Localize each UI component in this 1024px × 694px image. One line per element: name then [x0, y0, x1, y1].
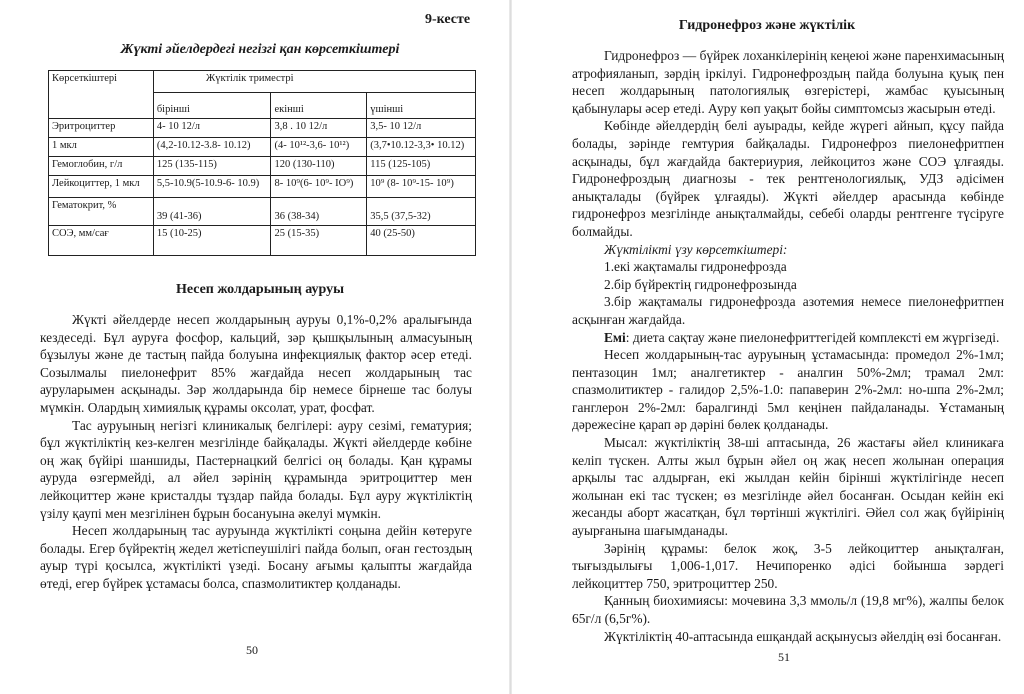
paragraph: Көбінде әйелдердің белі ауырады, кейде жүрегі айнып, құсу пайда болады, зәрінде гемтурия байқалады. Гидронефроз пиелонефритпен асқынады, бұл жағдайда бактериурия, лейкоцитоз және СОЭ ұлғаяды. Гидронефроздың диагнозы - тек рентгенологиялық, УДЗ әдісімен анықталады (бүйрек ұлғаяды). Жүкті әйелдер арасында көбінде гидронефроз мезгілінде анықталмайды, себебі оларды рентгенге түсіруге болмайды.: [572, 118, 1004, 239]
table-header-trimester: Жүктілік триместрі: [153, 71, 475, 93]
paragraph: Гидронефроз — бүйрек лоханкілерінің кеңеюі және паренхимасының атрофияланып, зәрдің іркілуі. Гидронефроздың пайда болуына қуық пен несеп жолдарының патологиялық өзгерістері, жамбас қуысының қабынулары әсер етеді. Ауру көп уақыт бойы симптомсыз жасырын өтеді.: [572, 48, 1004, 116]
section-heading: Несеп жолдарының ауруы: [175, 282, 345, 297]
paragraph: Қанның биохимиясы: мочевина 3,3 ммоль/л (19,8 мг%), жалпы белок 65г/л (6,5г%).: [572, 593, 1004, 626]
right-body-text: [572, 47, 1004, 645]
table-row: [49, 176, 476, 198]
row-label: Гемоглобин, г/л: [49, 157, 154, 176]
cell-trimester-2: 36 (38-34): [271, 198, 367, 226]
table-header-third: үшінші: [367, 93, 476, 119]
table-row: [49, 226, 476, 256]
table-row: [49, 138, 476, 157]
table-row: [49, 119, 476, 138]
cell-trimester-2: 3,8 . 10 12/л: [271, 119, 367, 138]
list-item: 1.екі жақтамалы гидронефрозда: [604, 259, 787, 275]
cell-trimester-1: 15 (10-25): [153, 226, 271, 256]
list-item: 3.бір жақтамалы гидронефрозда азотемия немесе пиелонефритпен асқынған жағдайда.: [572, 294, 1004, 327]
cell-trimester-2: 8- 10⁹(6- 10⁹- IO⁹): [271, 176, 367, 198]
row-label: 1 мкл: [49, 138, 154, 157]
treatment-paragraph: [572, 329, 1004, 347]
treatment-text: : диета сақтау және пиелонефриттегідей комплексті ем жүргізеді.: [625, 329, 1000, 345]
page-number: 50: [246, 643, 258, 657]
table-row: [49, 157, 476, 176]
row-label: Лейкоциттер, 1 мкл: [49, 176, 154, 198]
paragraph: Жүкті әйелдерде несеп жолдарының ауруы 0,1%-0,2% аралығында кездеседі. Бұл ауруға фосфор, кальций, зәр қышқылының алмасуының бұзылуы және де тастың пайда болуына инфекциялық фактор әсер етеді. Созылмалы пиелонефрит 85% жағдайда несеп жолдарының тас ауруларымен асқынады. Зәр жолдарында бір немесе бірнеше тас болуы мүмкін. Олардың химиялық құрамы оксолат, урат, фосфат.: [40, 312, 472, 415]
indications-title: Жүктілікті үзу көрсеткіштері:: [604, 241, 788, 257]
table-row: [49, 198, 476, 226]
cell-trimester-3: (3,7•10.12-3,3• 10.12): [367, 138, 476, 157]
list-item: 2.бір бүйректің гидронефрозында: [604, 276, 797, 292]
cell-trimester-1: 4- 10 12/л: [153, 119, 271, 138]
paragraph: Зәрінің құрамы: белок жоқ, 3-5 лейкоциттер анықталған, тығыздылығы 1,006-1,017. Нечипоренко әдісі бойынша зәрдегі лейкоциттер 750, эритроциттер 250.: [572, 540, 1004, 591]
cell-trimester-1: 5,5-10.9(5-10.9-6- 10.9): [153, 176, 271, 198]
cell-trimester-3: 35,5 (37,5-32): [367, 198, 476, 226]
row-label: Эритроциттер: [49, 119, 154, 138]
paragraph: Жүктіліктің 40-аптасында ешқандай асқынусыз әйелдің өзі босанған.: [604, 628, 1002, 644]
blood-indicators-table: [48, 70, 476, 256]
cell-trimester-3: 3,5- 10 12/л: [367, 119, 476, 138]
row-label: СОЭ, мм/сағ: [49, 226, 154, 256]
left-body-text: [40, 311, 472, 593]
cell-trimester-3: 10⁹ (8- 10⁹-15- 10⁹): [367, 176, 476, 198]
paragraph: Тас ауруының негізгі клиникалық белгілері: ауру сезімі, гематурия; бұл жүктіліктің кез-келген мезгілінде байқалады. Жүкті әйелдерде көбіне оң жақ бүйірі шаншиды, Пастернацкий белгісі оң болады. Қан құрамы ауруда өзгермейді, ал әйел зәрінің құрамында эритроциттер мен лейкоциттер және кристалды тұздар пайда болады. Бұл ауру жүктіліктің үзілу қаупі мен мезгілінен бұрын босануына әкелуі мүмкін.: [40, 417, 472, 521]
table-number: 9-кесте: [425, 12, 471, 27]
paragraph: Мысал: жүктіліктің 38-ші аптасында, 26 жастағы әйел клиникаға келіп түскен. Алты жыл бұрын әйел оң жақ несеп жолынан операция арқылы тас алдырған, екі жылдан кейін бірінші жүктілігінде несеп жолынан екі тас түскен; өз мезгілінде әйел босанған. Осыдан кейін екі жесанды аборт жасатқан, бұл төртінші жүктілігі. Әйел сол жақ бүйірінің ауырғанына шағымданады.: [572, 435, 1004, 539]
table-header-indicators: Көрсеткіштері: [49, 71, 154, 119]
cell-trimester-1: (4,2-10.12-3.8- 10.12): [153, 138, 271, 157]
cell-trimester-1: 125 (135-115): [153, 157, 271, 176]
cell-trimester-1: 39 (41-36): [153, 198, 271, 226]
paragraph: Несеп жолдарының тас ауруында жүктілікті соңына дейін көтеруге болады. Егер бүйректің жедел жетіспеушілігі пайда болып, оған гестоздың ауыр түрі қосылса, жүктілікті үзеді. Босану ағымы қалыпты жағдайда өтеді, егер бүйрек ұстамасы болса, спазмолитиктер қолданады.: [40, 523, 472, 591]
row-label: Гематокрит, %: [49, 198, 154, 226]
table-header-second: екінші: [271, 93, 367, 119]
table-title: Жүкті әйелдердегі негізгі қан көрсеткіштері: [120, 42, 400, 57]
section-heading: Гидронефроз және жүктілік: [678, 18, 856, 33]
table-header-first: біріншi: [153, 93, 271, 119]
right-page: [512, 0, 1024, 694]
paragraph: Несеп жолдарының-тас ауруының ұстамасында: промедол 2%-1мл; пентазоцин 1мл; аналгетиктер - аналгин 50%-2мл; трамал 2мл: спазмолитиктер - галидор 2,5%-1.0: папаверин 2%-2мл: но-шпа 2%-2мл; ганглерон 2%-2мл: баралгинді 5мл кеңінен пайдаланады. Ұстаманың дәрежесіне қарап әр дәрінi бөлек қолданады.: [572, 347, 1004, 433]
cell-trimester-2: 25 (15-35): [271, 226, 367, 256]
cell-trimester-3: 40 (25-50): [367, 226, 476, 256]
treatment-label: Емі: [604, 329, 626, 345]
cell-trimester-2: 120 (130-110): [271, 157, 367, 176]
cell-trimester-3: 115 (125-105): [367, 157, 476, 176]
cell-trimester-2: (4- 10¹²-3,6- 10¹²): [271, 138, 367, 157]
page-number: 51: [778, 650, 790, 664]
